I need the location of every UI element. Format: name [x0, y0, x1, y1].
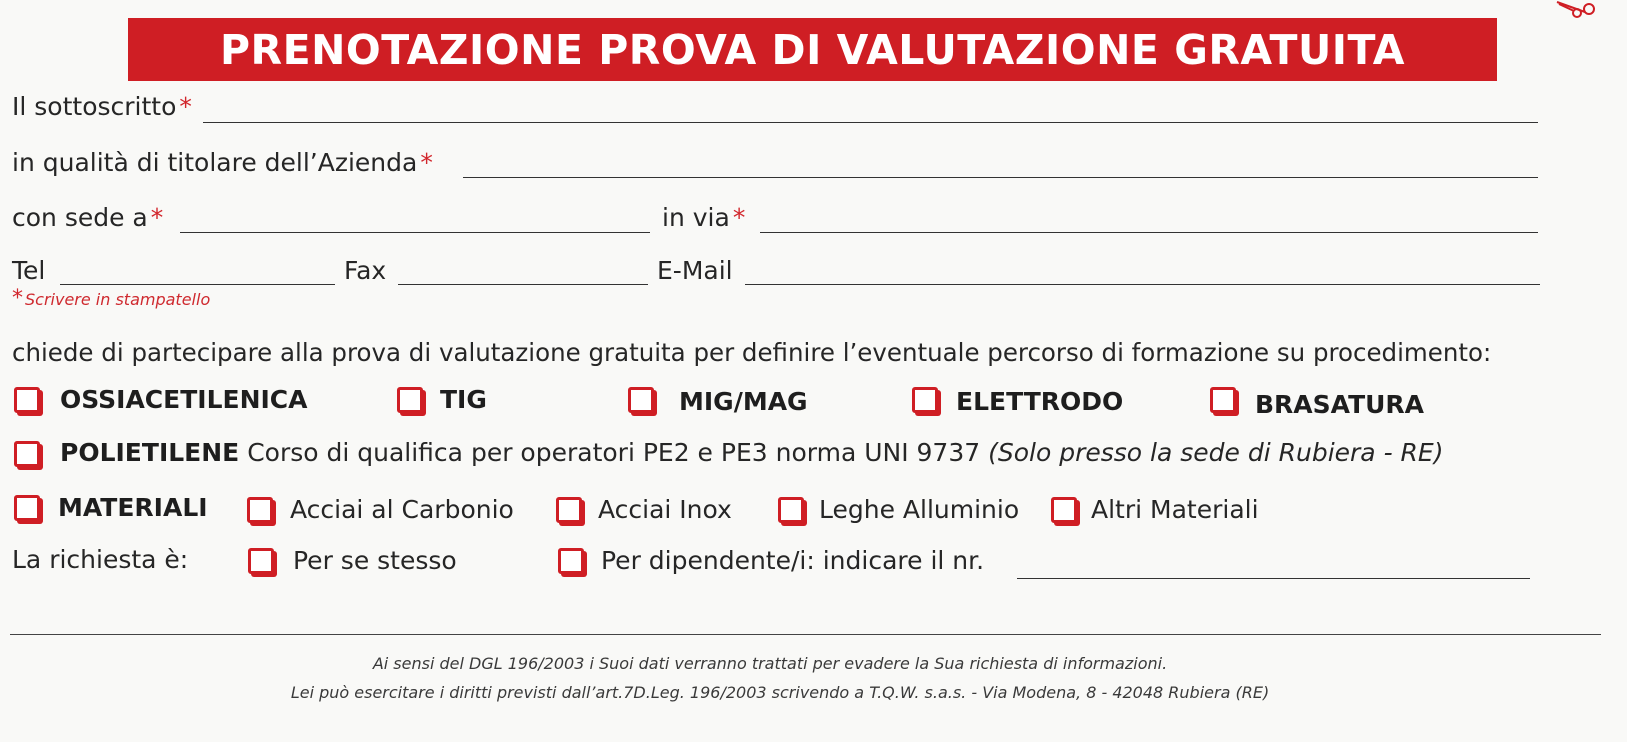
email-field[interactable] [745, 284, 1540, 285]
email-label: E-Mail [657, 256, 733, 285]
tel-field[interactable] [60, 284, 335, 285]
checkbox-ossiacetilenica[interactable] [14, 387, 40, 413]
label-tig: TIG [440, 385, 487, 414]
checkbox-polietilene[interactable] [14, 441, 40, 467]
sottoscritto-label [12, 92, 192, 122]
label-leghe-alluminio: Leghe Alluminio [819, 495, 1020, 524]
titolare-label [12, 148, 433, 178]
label-ossiacetilenica: OSSIACETILENICA [60, 385, 308, 414]
sede-label [12, 203, 163, 233]
fax-label: Fax [344, 256, 387, 285]
checkbox-leghe-alluminio[interactable] [778, 497, 804, 523]
label-acciai-carbonio: Acciai al Carbonio [290, 495, 514, 524]
sottoscritto-field[interactable] [203, 122, 1538, 123]
sede-field[interactable] [180, 232, 650, 233]
sede-label-text: con sede a [12, 203, 148, 232]
via-field[interactable] [760, 232, 1538, 233]
dipendenti-count-field[interactable] [1017, 578, 1530, 579]
polietilene-note: (Solo presso la sede di Rubiera - RE) [988, 438, 1444, 467]
label-brasatura: BRASATURA [1255, 390, 1425, 419]
title-banner [128, 18, 1497, 81]
via-label-text: in via [662, 203, 730, 232]
label-polietilene: POLIETILENE [60, 438, 240, 467]
required-mark: * [420, 148, 433, 177]
label-acciai-inox: Acciai Inox [598, 495, 732, 524]
stampatello-note [12, 286, 210, 311]
checkbox-per-dipendenti[interactable] [558, 548, 584, 574]
tel-label: Tel [12, 256, 46, 285]
required-mark: * [179, 92, 192, 121]
label-elettrodo: ELETTRODO [956, 387, 1124, 416]
label-altri-materiali: Altri Materiali [1091, 495, 1259, 524]
azienda-field[interactable] [463, 177, 1538, 178]
privacy-line-1: Ai sensi del DGL 196/2003 i Suoi dati verranno trattati per evadere la Sua richiesta di informazioni. [372, 654, 1168, 673]
label-mig-mag: MIG/MAG [679, 387, 808, 416]
via-label [662, 203, 745, 233]
sottoscritto-label-text: Il sottoscritto [12, 92, 177, 121]
label-materiali: MATERIALI [58, 493, 208, 522]
checkbox-altri-materiali[interactable] [1051, 497, 1077, 523]
checkbox-elettrodo[interactable] [912, 387, 938, 413]
required-mark: * [150, 203, 164, 232]
checkbox-acciai-inox[interactable] [556, 497, 582, 523]
checkbox-tig[interactable] [397, 387, 423, 413]
checkbox-acciai-carbonio[interactable] [247, 497, 273, 523]
polietilene-description: Corso di qualifica per operatori PE2 e PE3 norma UNI 9737 [247, 438, 981, 467]
privacy-line-2: Lei può esercitare i diritti previsti dall’art.7D.Leg. 196/2003 scrivendo a T.Q.W. s.a.s. - Via Modena, 8 - 42048 Rubiera (RE) [290, 683, 1270, 702]
footer-divider [10, 634, 1601, 635]
fax-field[interactable] [398, 284, 648, 285]
checkbox-materiali[interactable] [14, 495, 40, 521]
form-title: PRENOTAZIONE PROVA DI VALUTAZIONE GRATUITA [219, 25, 1405, 74]
richiesta-label: La richiesta è: [12, 545, 189, 574]
required-mark: * [12, 286, 23, 311]
label-per-dipendenti: Per dipendente/i: indicare il nr. [601, 546, 985, 575]
required-mark: * [732, 203, 746, 232]
checkbox-per-se-stesso[interactable] [248, 548, 274, 574]
request-text: chiede di partecipare alla prova di valutazione gratuita per definire l’eventuale percorso di formazione su procedimento: [12, 338, 1492, 367]
scissors-icon [1555, 0, 1599, 24]
label-per-se-stesso: Per se stesso [293, 546, 457, 575]
stampatello-note-text: Scrivere in stampatello [25, 290, 211, 309]
polietilene-row [60, 438, 1443, 468]
checkbox-brasatura[interactable] [1210, 387, 1236, 413]
checkbox-mig-mag[interactable] [628, 387, 654, 413]
titolare-label-text: in qualità di titolare dell’Azienda [12, 148, 418, 177]
